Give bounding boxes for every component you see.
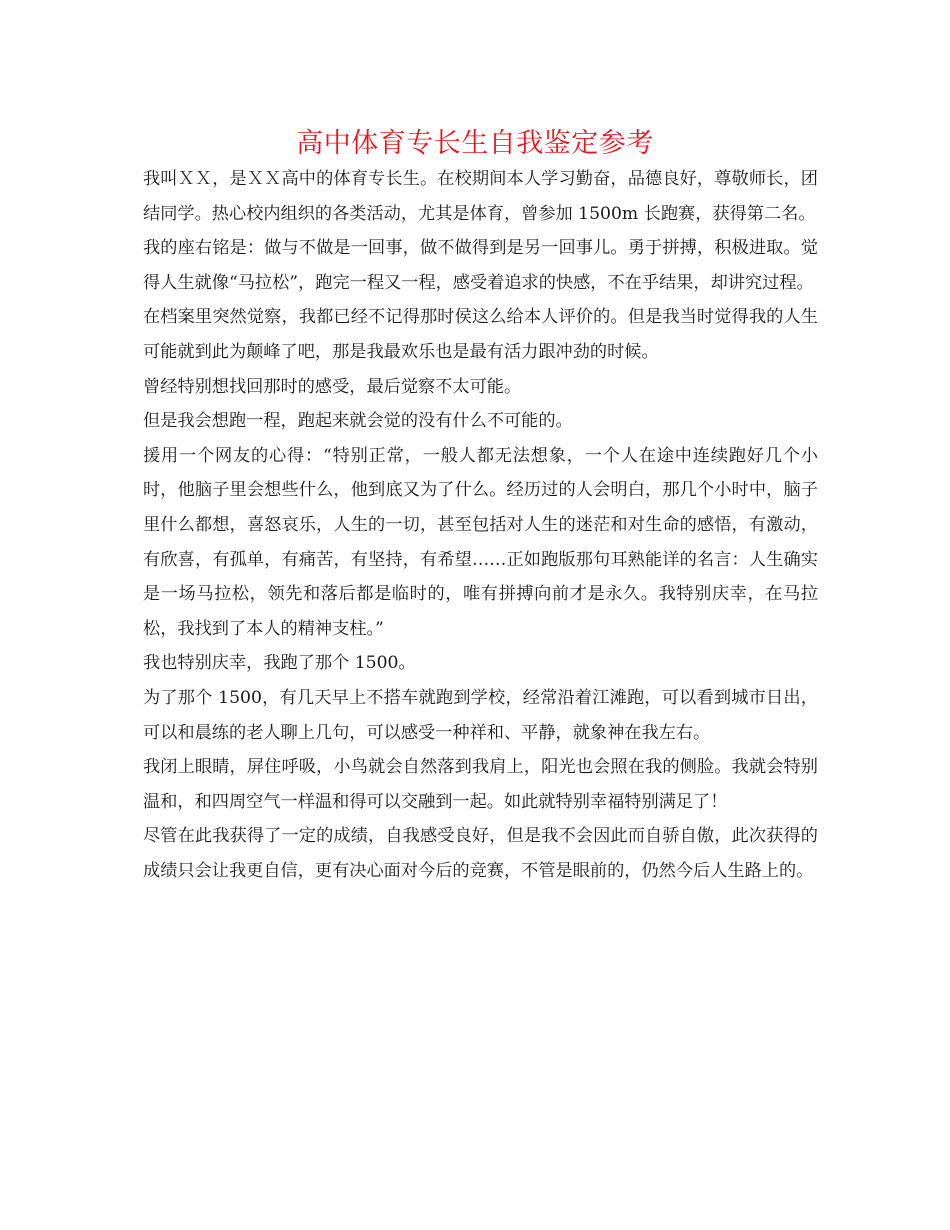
paragraph: 援用一个网友的心得：“特别正常，一般人都无法想象，一个人在途中连续跑好几个小时，他脑子里会想些什么，他到底又为了什么。经历过的人会明白，那几个小时中，脑子里什么都想，喜怒哀乐，人生的一切，甚至包括对人生的迷茫和对生命的感悟，有激动，有欣喜，有孤单，有痛苦，有坚持，有希望……正如跑版那句耳熟能详的名言：人生确实是一场马拉松，领先和落后都是临时的，唯有拼搏向前才是永久。我特别庆幸，在马拉松，我找到了本人的精神支柱。”: [143, 445, 818, 639]
paragraph: 我闭上眼睛，屏住呼吸，小鸟就会自然落到我肩上，阳光也会照在我的侧脸。我就会特别温和，和四周空气一样温和得可以交融到一起。如此就特别幸福特别满足了！: [143, 757, 818, 812]
paragraph: 我的座右铭是：做与不做是一回事，做不做得到是另一回事儿。勇于拼搏，积极进取。觉得人生就像“马拉松”，跑完一程又一程，感受着追求的快感，不在乎结果，却讲究过程。: [143, 238, 818, 293]
paragraph: 尽管在此我获得了一定的成绩，自我感受良好，但是我不会因此而自骄自傲，此次获得的成绩只会让我更自信，更有决心面对今后的竞赛，不管是眼前的，仍然今后人生路上的。: [143, 826, 818, 881]
paragraph: 但是我会想跑一程，跑起来就会觉的没有什么不可能的。: [143, 411, 573, 432]
paragraph: 为了那个 1500，有几天早上不搭车就跑到学校，经常沿着江滩跑，可以看到城市日出，可以和晨练的老人聊上几句，可以感受一种祥和、平静，就象神在我左右。: [143, 687, 818, 743]
paragraph: 曾经特别想找回那时的感受，最后觉察不太可能。: [143, 376, 522, 397]
document-title: 高中体育专长生自我鉴定参考: [296, 128, 654, 159]
paragraph: 我叫ＸＸ，是ＸＸ高中的体育专长生。在校期间本人学习勤奋，品德良好，尊敬师长，团结同学。热心校内组织的各类活动，尤其是体育，曾参加 1500m 长跑赛，获得第二名。: [143, 169, 818, 224]
paragraph: 在档案里突然觉察，我都已经不记得那时侯这么给本人评价的。但是我当时觉得我的人生可能就到此为颠峰了吧，那是我最欢乐也是最有活力跟冲劲的时候。: [143, 307, 818, 362]
paragraph: 我也特别庆幸，我跑了那个 1500。: [143, 653, 416, 674]
document-body: [143, 162, 818, 888]
